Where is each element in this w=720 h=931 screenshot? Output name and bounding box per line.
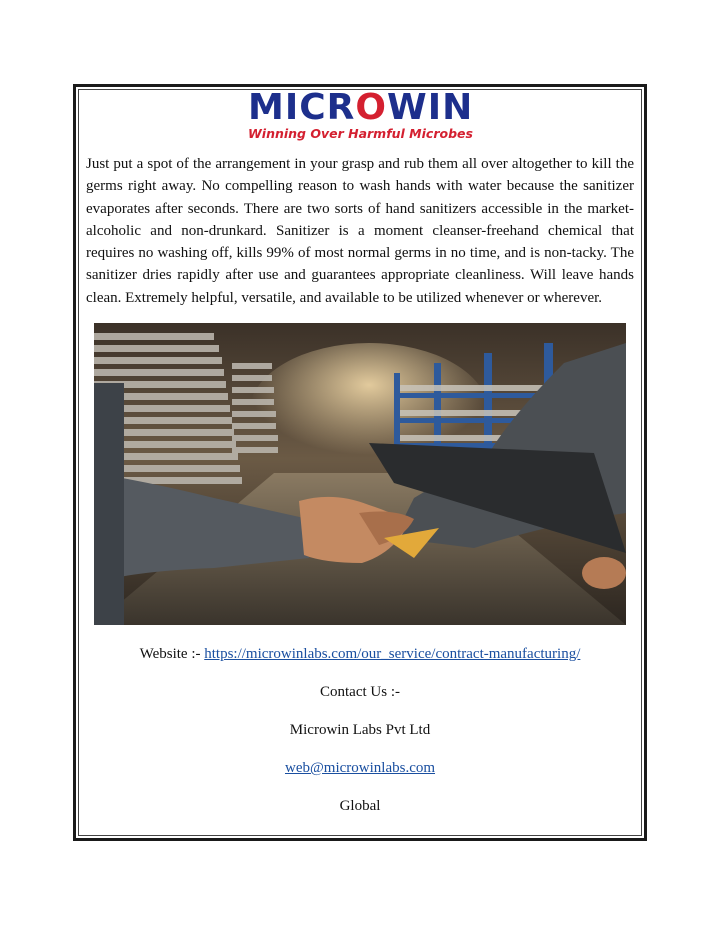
- contact-heading: Contact Us :-: [320, 684, 400, 700]
- body-paragraph: Just put a spot of the arrangement in your grasp and rub them all over altogether to kill the germs right away. No compelling reason to wash hands with water because the sanitizer evaporates after seconds. There are two sorts of hand sanitizers accessible in the market-alcoholic and non-drunkard. Sanitizer is a moment cleanser-freehand chemical that requires no washing off, kills 99% of most normal germs in no time, and is non-tacky. The sanitizer dries rapidly after use and guarantees appropriate cleanliness. Will leave hands clean. Extremely helpful, versatile, and available to be utilized whenever or wherever.: [86, 156, 634, 306]
- email-link[interactable]: web@microwinlabs.com: [284, 760, 436, 776]
- website-link[interactable]: https://microwinlabs.com/our_service/contract-manufacturing/: [204, 646, 581, 662]
- email-line: [78, 759, 642, 777]
- handshake-warehouse-photo: [94, 323, 626, 625]
- logo-o-mark: O: [355, 87, 387, 128]
- region-text: Global: [339, 798, 381, 814]
- microwin-logo: [248, 87, 474, 142]
- website-line: [78, 645, 642, 663]
- logo-wordmark: MICROWIN: [248, 87, 474, 128]
- website-label: Website :-: [139, 646, 205, 662]
- logo-tagline: Winning Over Harmful Microbes: [248, 126, 473, 141]
- company-name: Microwin Labs Pvt Ltd: [289, 722, 431, 738]
